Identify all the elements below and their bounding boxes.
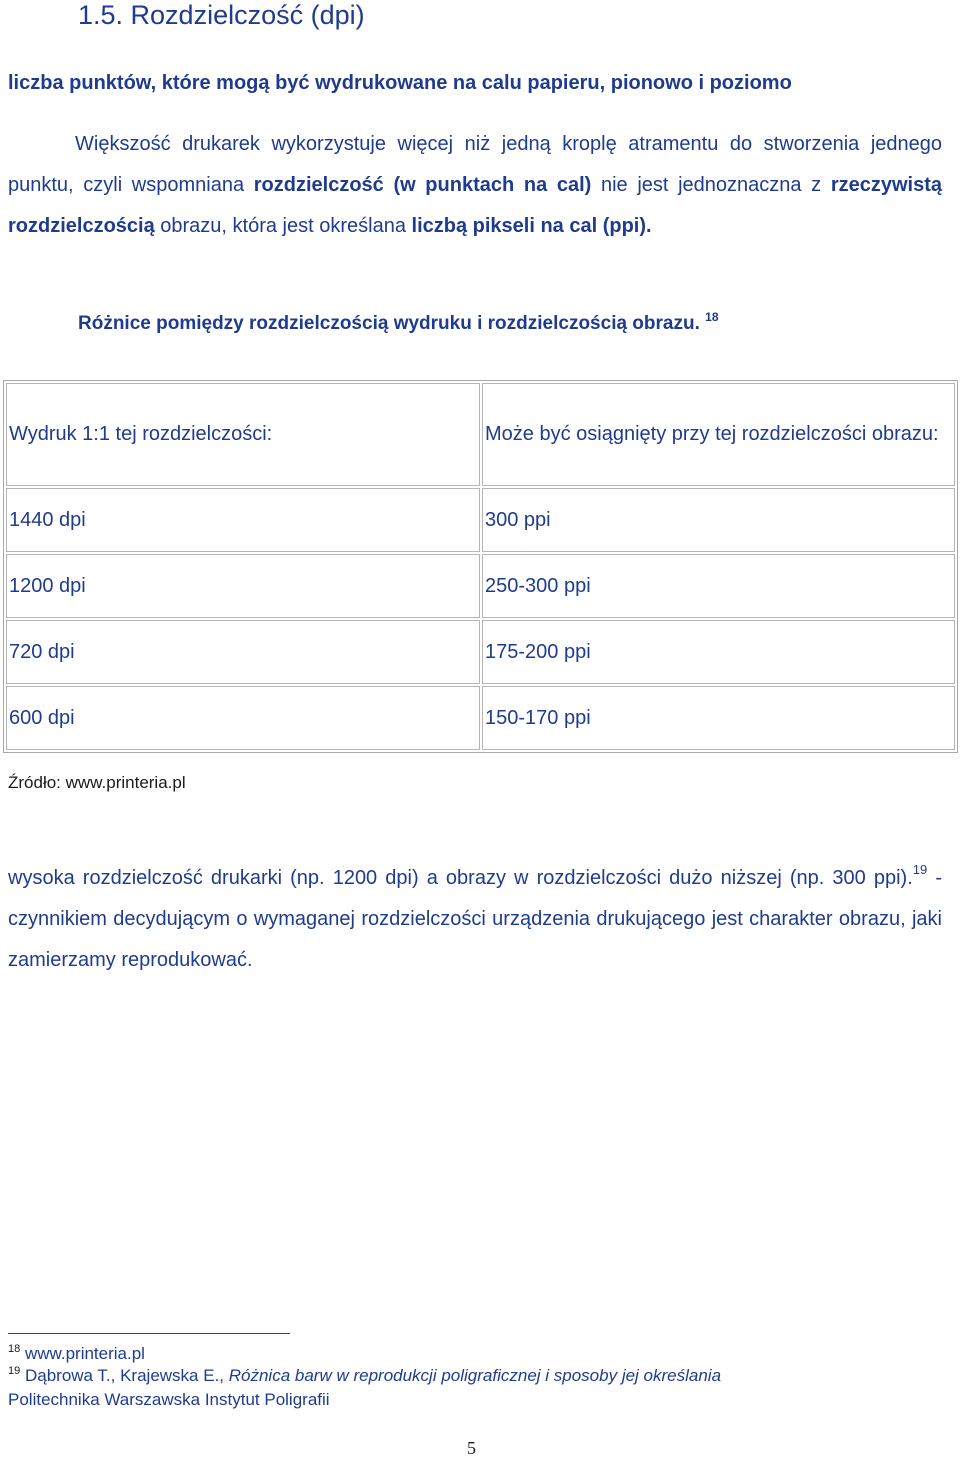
intro-text-3: obrazu, która jest określana (154, 215, 412, 237)
resolution-table (3, 380, 958, 753)
caption-footnote-ref: 18 (705, 310, 719, 324)
header-print-resolution: Wydruk 1:1 tej rozdzielczości: (6, 383, 480, 486)
footnote-18-number: 18 (8, 1343, 21, 1355)
table-row (6, 488, 955, 552)
table-source: Źródło: www.printeria.pl (8, 773, 186, 792)
cell-ppi: 300 ppi (482, 488, 955, 552)
cell-dpi: 1200 dpi (6, 554, 480, 618)
table-header-row (6, 383, 955, 486)
table-row (6, 686, 955, 750)
cell-ppi: 175-200 ppi (482, 620, 955, 684)
footnote-divider (8, 1333, 290, 1334)
intro-bold-1: rozdzielczość (w punktach na cal) (253, 174, 592, 196)
summary-paragraph (8, 858, 942, 981)
table-row (6, 554, 955, 618)
header-image-resolution: Może być osiągnięty przy tej rozdzielczości obrazu: (482, 383, 955, 486)
section-subtitle: liczba punktów, które mogą być wydrukowane na calu papieru, pionowo i poziomo (8, 72, 792, 94)
summary-footnote-ref: 19 (912, 862, 928, 877)
summary-text-1: wysoka rozdzielczość drukarki (np. 1200 dpi) a obrazy w rozdzielczości dużo niższej (np. 300 ppi). (8, 867, 913, 889)
cell-dpi: 1440 dpi (6, 488, 480, 552)
cell-dpi: 600 dpi (6, 686, 480, 750)
footnote-19-authors: Dąbrowa T., Krajewska E., (20, 1366, 229, 1385)
table-row (6, 620, 955, 684)
page-number: 5 (467, 1438, 476, 1458)
section-heading: 1.5. Rozdzielczość (dpi) (78, 0, 365, 30)
footnote-19-title: Różnica barw w reprodukcji poligraficznej i sposoby jej określania (228, 1366, 722, 1385)
footnote-19-number: 19 (8, 1365, 21, 1377)
footnote-19-publisher: Politechnika Warszawska Instytut Poligrafii (8, 1390, 330, 1409)
cell-dpi: 720 dpi (6, 620, 480, 684)
intro-bold-2: rzeczywistą rozdzielczością (8, 174, 943, 237)
summary-text-2: - czynnikiem decydującym o wymaganej rozdzielczości urządzenia drukującego jest charakter obrazu, jaki zamierzamy reprodukować. (8, 867, 943, 971)
intro-bold-3: liczbą pikseli na cal (ppi). (411, 215, 652, 237)
intro-paragraph (8, 124, 942, 247)
footnote-19 (8, 1366, 721, 1386)
table-caption (78, 310, 719, 335)
cell-ppi: 150-170 ppi (482, 686, 955, 750)
intro-text-2: nie jest jednoznaczna z (591, 174, 831, 196)
footnote-18-text: www.printeria.pl (20, 1344, 145, 1363)
intro-text-1: Większość drukarek wykorzystuje więcej niż jedną kroplę atramentu do stworzenia jednego punktu, czyli wspomniana (8, 133, 942, 196)
footnote-18 (8, 1344, 145, 1364)
cell-ppi: 250-300 ppi (482, 554, 955, 618)
caption-text: Różnice pomiędzy rozdzielczością wydruku i rozdzielczością obrazu. (78, 313, 700, 334)
